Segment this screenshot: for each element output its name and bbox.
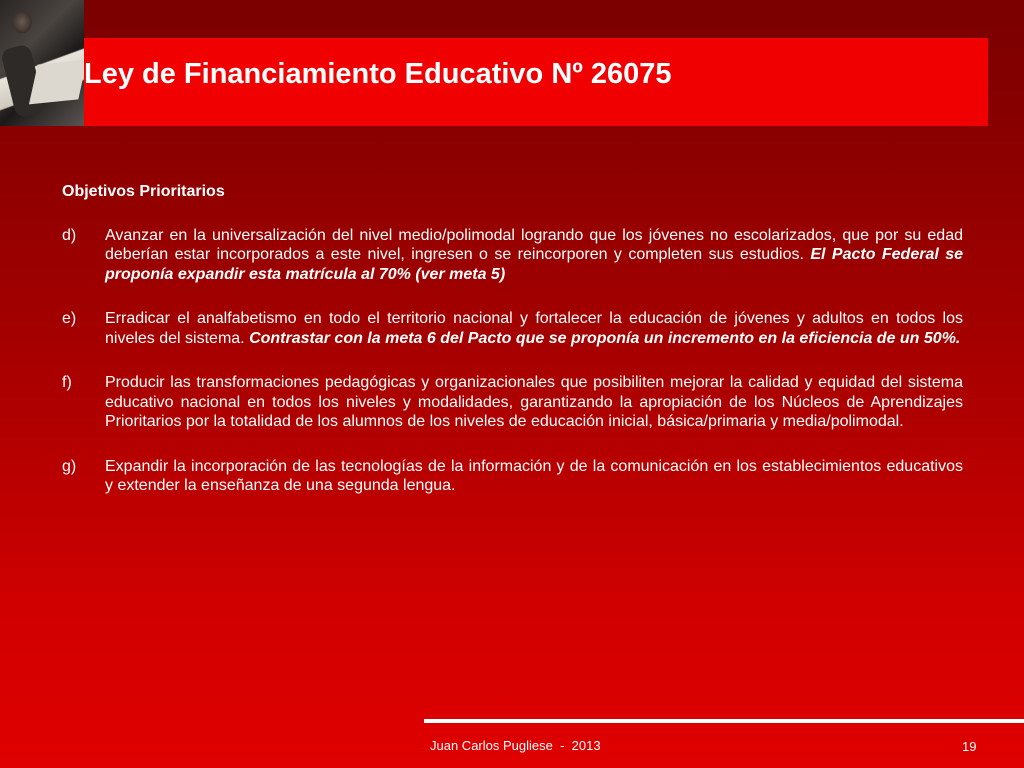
list-item-text xyxy=(105,309,963,348)
list-marker: e) xyxy=(62,310,77,327)
list-item-e xyxy=(62,309,963,348)
list-item-f xyxy=(62,373,963,432)
section-heading: Objetivos Prioritarios xyxy=(62,183,225,200)
list-item-text xyxy=(105,226,963,285)
list-item-emphasis: El Pacto Federal se proponía expandir esta matrícula al 70% (ver meta 5) xyxy=(105,246,964,283)
footer-author: Juan Carlos Pugliese - 2013 xyxy=(430,738,601,753)
list-marker: f) xyxy=(62,374,72,391)
footer-divider xyxy=(424,719,1024,723)
list-item-body: Expandir la incorporación de las tecnologías de la información y de la comunicación en los establecimientos educativos y extender la enseñanza de una segunda lengua. xyxy=(105,457,963,494)
list-marker: g) xyxy=(62,457,77,475)
list-item-d xyxy=(62,226,963,285)
list-item-emphasis: Contrastar con la meta 6 del Pacto que se proponía un incremento en la eficiencia de un 50%. xyxy=(249,329,961,347)
list-item-body: Avanzar en la universalización del nivel medio/polimodal logrando que los jóvenes no escolarizados, que por su edad deberían estar incorporados a este nivel, ingresen o se reincorporen y completen sus estudios. xyxy=(105,226,963,263)
list-item-text xyxy=(105,457,963,496)
list-marker: d) xyxy=(62,226,77,244)
photo-paper xyxy=(29,60,84,105)
list-item-body: Producir las transformaciones pedagógicas y organizacionales que posibiliten mejorar la calidad y equidad del sistema educativo nacional en todos los niveles y modalidades, garantizando la apropiación de los Núcleos de Aprendizajes Prioritarios por la totalidad de los alumnos de los niveles de educación inicial, básica/primaria y media/polimodal. xyxy=(105,374,963,430)
header-photo xyxy=(0,0,84,126)
slide-title: Ley de Financiamiento Educativo Nº 26075 xyxy=(84,58,672,90)
page-number: 19 xyxy=(962,739,977,754)
list-item-g xyxy=(62,457,963,496)
slide-content xyxy=(62,182,963,521)
list-item-body: Erradicar el analfabetismo en todo el territorio nacional y fortalecer la educación de jóvenes y adultos en todos los niveles del sistema. xyxy=(105,310,963,347)
list-item-text xyxy=(105,373,963,432)
